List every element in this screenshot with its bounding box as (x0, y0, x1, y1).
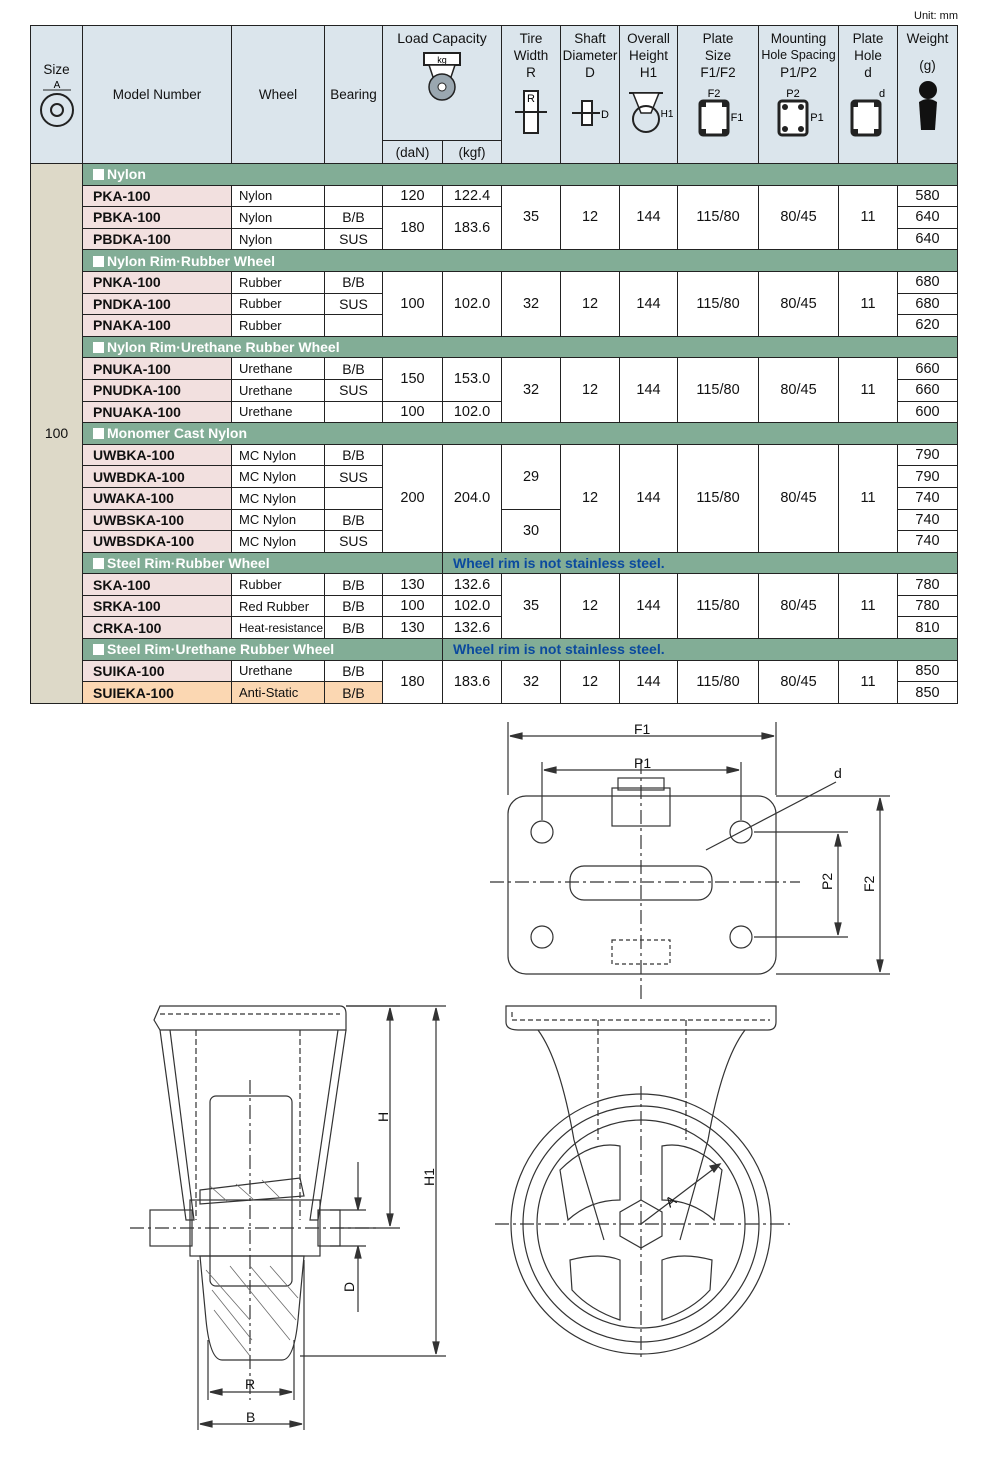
weight-icon (913, 78, 943, 132)
shaft-diameter: 12 (561, 185, 620, 250)
model-number: PKA-100 (83, 185, 232, 207)
tire-width-icon (511, 85, 551, 137)
shaft-diameter: 12 (561, 444, 620, 552)
bearing: B/B (325, 444, 383, 466)
header-load-label: Load Capacity (397, 30, 487, 46)
label-d-shaft: D (341, 1281, 357, 1292)
header-weight: Weight (g) (898, 26, 958, 164)
header-plate-size: Plate Size F1/F2 F2 F1 (678, 26, 759, 164)
plate-hole: 11 (839, 358, 898, 423)
section-note: Wheel rim is not stainless steel. (443, 552, 958, 574)
overall-height: 144 (620, 574, 678, 639)
wheel-type: MC Nylon (232, 531, 325, 553)
plate-size-icon (692, 85, 744, 139)
wheel-type: Nylon (232, 228, 325, 250)
svg-text:P1: P1 (809, 112, 824, 124)
section-header (31, 423, 958, 445)
hole-spacing: 80/45 (759, 358, 839, 423)
bearing: B/B (325, 271, 383, 293)
weight: 740 (898, 531, 958, 553)
weight: 850 (898, 660, 958, 682)
model-number: UWAKA-100 (83, 487, 232, 509)
load-dan: 130 (383, 574, 443, 596)
header-plate-hole: Plate Hole d d (839, 26, 898, 164)
plate-hole: 11 (839, 444, 898, 552)
section-title: Nylon (83, 164, 958, 186)
load-dan: 180 (383, 660, 443, 703)
table-row (31, 185, 958, 207)
model-number: UWBKA-100 (83, 444, 232, 466)
label-d-hole: d (834, 765, 842, 781)
header-size (31, 26, 83, 164)
load-kgf: 183.6 (443, 660, 502, 703)
plate-top-view (490, 760, 800, 1000)
caster-drawing (0, 700, 984, 1459)
section-header (31, 164, 958, 186)
tire-width: 35 (502, 574, 561, 639)
overall-height: 144 (620, 358, 678, 423)
caster-side-view (130, 1006, 380, 1400)
model-number: PNDKA-100 (83, 293, 232, 315)
hole-spacing: 80/45 (759, 574, 839, 639)
load-dan: 150 (383, 358, 443, 401)
plate-size: 115/80 (678, 358, 759, 423)
model-number: SRKA-100 (83, 595, 232, 617)
hole-spacing-icon (773, 85, 825, 139)
model-number: PNKA-100 (83, 271, 232, 293)
svg-text:F1: F1 (730, 112, 744, 124)
model-number: SUIKA-100 (83, 660, 232, 682)
svg-text:R: R (527, 93, 535, 105)
wheel-type: Heat-resistance (232, 617, 325, 639)
load-kgf: 132.6 (443, 574, 502, 596)
load-dan: 100 (383, 595, 443, 617)
model-number: UWBSKA-100 (83, 509, 232, 531)
wheel-type: MC Nylon (232, 444, 325, 466)
model-number: UWBDKA-100 (83, 466, 232, 488)
load-kgf: 204.0 (443, 444, 502, 552)
table-row (31, 358, 958, 380)
load-dan: 130 (383, 617, 443, 639)
section-title: Steel Rim·Urethane Rubber Wheel (83, 639, 443, 661)
load-kgf: 102.0 (443, 271, 502, 336)
bearing: B/B (325, 682, 383, 704)
weight: 740 (898, 509, 958, 531)
tire-width: 32 (502, 358, 561, 423)
bearing: B/B (325, 574, 383, 596)
tire-width: 35 (502, 185, 561, 250)
plate-hole: 11 (839, 660, 898, 703)
shaft-diameter: 12 (561, 358, 620, 423)
tire-width: 29 (502, 444, 561, 509)
svg-text:D: D (601, 109, 609, 121)
label-a: A (661, 1192, 680, 1211)
section-header (31, 250, 958, 272)
model-number: PNUAKA-100 (83, 401, 232, 423)
weight: 660 (898, 358, 958, 380)
wheel-type: MC Nylon (232, 466, 325, 488)
wheel-type: Urethane (232, 379, 325, 401)
wheel-type: Red Rubber (232, 595, 325, 617)
overall-height-icon (625, 85, 673, 137)
label-f2: F2 (861, 875, 877, 892)
weight: 740 (898, 487, 958, 509)
wheel-type: Rubber (232, 271, 325, 293)
load-kgf: 102.0 (443, 401, 502, 423)
overall-height: 144 (620, 660, 678, 703)
header-model: Model Number (83, 26, 232, 164)
label-h1: H1 (421, 1168, 437, 1186)
load-kgf: 132.6 (443, 617, 502, 639)
wheel-type: Rubber (232, 315, 325, 337)
header-tire-width: Tire Width R R (502, 26, 561, 164)
caster-front-view (495, 1006, 790, 1360)
weight: 620 (898, 315, 958, 337)
weight: 780 (898, 595, 958, 617)
plate-size: 115/80 (678, 185, 759, 250)
section-title: Nylon Rim·Urethane Rubber Wheel (83, 336, 958, 358)
wheel-type: Anti-Static (232, 682, 325, 704)
plate-size: 115/80 (678, 574, 759, 639)
bearing (325, 487, 383, 509)
plate-size: 115/80 (678, 444, 759, 552)
plate-size: 115/80 (678, 271, 759, 336)
hole-spacing: 80/45 (759, 444, 839, 552)
model-number: UWBSDKA-100 (83, 531, 232, 553)
header-wheel: Wheel (232, 26, 325, 164)
weight: 680 (898, 293, 958, 315)
section-title: Steel Rim·Rubber Wheel (83, 552, 443, 574)
weight: 790 (898, 466, 958, 488)
svg-text:P2: P2 (785, 88, 800, 100)
wheel-size-icon (37, 78, 77, 128)
wheel-type: Nylon (232, 185, 325, 207)
section-header (31, 639, 958, 661)
load-dan: 180 (383, 207, 443, 250)
load-dan: 120 (383, 185, 443, 207)
wheel-type: MC Nylon (232, 487, 325, 509)
tire-width: 32 (502, 660, 561, 703)
dim-d-leader (706, 782, 836, 850)
load-caster-icon (417, 47, 467, 107)
load-kgf: 183.6 (443, 207, 502, 250)
bearing (325, 401, 383, 423)
label-f1: F1 (634, 721, 651, 737)
wheel-type: Urethane (232, 358, 325, 380)
size-icon-letter: A (53, 80, 60, 91)
section-note: Wheel rim is not stainless steel. (443, 639, 958, 661)
section-header (31, 336, 958, 358)
model-number: PNUKA-100 (83, 358, 232, 380)
weight: 660 (898, 379, 958, 401)
bearing: SUS (325, 293, 383, 315)
load-dan: 100 (383, 401, 443, 423)
table-row (31, 271, 958, 293)
weight: 790 (898, 444, 958, 466)
weight: 850 (898, 682, 958, 704)
weight: 580 (898, 185, 958, 207)
section-title: Monomer Cast Nylon (83, 423, 958, 445)
model-number: PBDKA-100 (83, 228, 232, 250)
header-mounting: Mounting Hole Spacing P1/P2 P2 P1 (759, 26, 839, 164)
weight: 640 (898, 228, 958, 250)
weight: 810 (898, 617, 958, 639)
weight: 680 (898, 271, 958, 293)
shaft-diameter: 12 (561, 271, 620, 336)
unit-label: Unit: mm (914, 10, 958, 22)
label-p1: P1 (634, 755, 652, 771)
bearing (325, 185, 383, 207)
label-r: R (245, 1376, 256, 1392)
shaft-diameter: 12 (561, 574, 620, 639)
overall-height: 144 (620, 444, 678, 552)
plate-hole-icon (846, 85, 890, 139)
shaft-diameter: 12 (561, 660, 620, 703)
header-shaft: Shaft Diameter D D (561, 26, 620, 164)
tire-width: 30 (502, 509, 561, 552)
shaft-diameter-icon (568, 85, 612, 137)
weight: 640 (898, 207, 958, 229)
model-number: PBKA-100 (83, 207, 232, 229)
wheel-type: Urethane (232, 401, 325, 423)
bearing (325, 315, 383, 337)
bearing: SUS (325, 466, 383, 488)
bearing: B/B (325, 617, 383, 639)
load-icon-text: kg (437, 55, 447, 65)
load-kgf: 102.0 (443, 595, 502, 617)
svg-text:H1: H1 (660, 109, 673, 120)
wheel-type: MC Nylon (232, 509, 325, 531)
hole-spacing: 80/45 (759, 660, 839, 703)
load-kgf: 122.4 (443, 185, 502, 207)
bearing: B/B (325, 207, 383, 229)
hatching (206, 1180, 298, 1356)
wheel-type: Rubber (232, 574, 325, 596)
model-number: PNUDKA-100 (83, 379, 232, 401)
plate-hole: 11 (839, 574, 898, 639)
header-height: Overall Height H1 H1 (620, 26, 678, 164)
bearing: B/B (325, 660, 383, 682)
load-dan: 100 (383, 271, 443, 336)
table-row (31, 444, 958, 466)
model-number: CRKA-100 (83, 617, 232, 639)
overall-height: 144 (620, 185, 678, 250)
plate-hole: 11 (839, 185, 898, 250)
load-dan: 200 (383, 444, 443, 552)
bearing: B/B (325, 595, 383, 617)
tire-width: 32 (502, 271, 561, 336)
header-dan: (daN) (383, 141, 443, 164)
plate-size: 115/80 (678, 660, 759, 703)
label-h: H (375, 1111, 391, 1122)
weight: 780 (898, 574, 958, 596)
table-row (31, 660, 958, 682)
svg-text:F2: F2 (707, 88, 721, 100)
header-kgf: (kgf) (443, 141, 502, 164)
wheel-type: Nylon (232, 207, 325, 229)
load-kgf: 153.0 (443, 358, 502, 401)
section-header (31, 552, 958, 574)
bearing: SUS (325, 531, 383, 553)
bearing: B/B (325, 509, 383, 531)
wheel-type: Urethane (232, 660, 325, 682)
hole-spacing: 80/45 (759, 185, 839, 250)
label-b: B (246, 1409, 256, 1425)
header-load (383, 26, 502, 141)
model-number: SKA-100 (83, 574, 232, 596)
svg-text:d: d (878, 88, 886, 100)
bearing: B/B (325, 358, 383, 380)
model-number: SUIEKA-100 (83, 682, 232, 704)
header-bearing: Bearing (325, 26, 383, 164)
model-number: PNAKA-100 (83, 315, 232, 337)
header-size-label: Size (43, 62, 70, 77)
label-p2: P2 (819, 872, 835, 890)
size-cell: 100 (31, 164, 83, 704)
overall-height: 144 (620, 271, 678, 336)
bearing: SUS (325, 379, 383, 401)
weight: 600 (898, 401, 958, 423)
wheel-type: Rubber (232, 293, 325, 315)
plate-hole: 11 (839, 271, 898, 336)
spec-table (30, 25, 958, 704)
section-title: Nylon Rim·Rubber Wheel (83, 250, 958, 272)
hole-spacing: 80/45 (759, 271, 839, 336)
table-row (31, 574, 958, 596)
bearing: SUS (325, 228, 383, 250)
